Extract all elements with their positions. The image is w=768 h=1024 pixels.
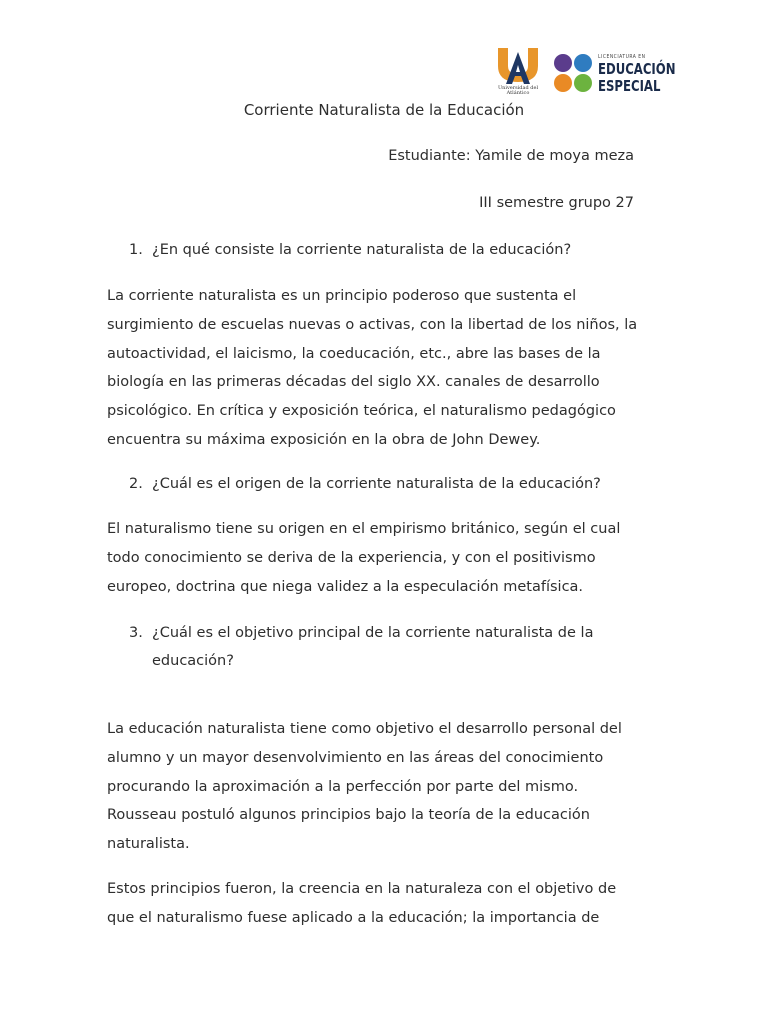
answer-4 [107, 875, 667, 933]
program-icons [554, 54, 596, 96]
question-2: ¿Cuál es el origen de la corriente naturalista de la educación? [152, 476, 601, 492]
answer-2-line: europeo, doctrina que niega validez a la especulación metafísica. [107, 578, 584, 595]
answer-1-line: La corriente naturalista es un principio poderoso que sustenta el [107, 288, 577, 304]
university-name: Universidad del Atlántico [497, 85, 539, 96]
answer-2 [107, 515, 667, 601]
answer-1-line: encuentra su máxima exposición en la obra de John Dewey. [107, 431, 541, 448]
question-number-2: 2. [129, 476, 143, 492]
question-3-line1: ¿Cuál es el objetivo principal de la corriente naturalista de la [152, 625, 594, 641]
program-small-label: LICENCIATURA EN [598, 54, 646, 60]
group-info: III semestre grupo 27 [479, 195, 634, 211]
question-1: ¿En qué consiste la corriente naturalista de la educación? [152, 242, 572, 258]
question-3-line2: educación? [152, 653, 234, 669]
answer-3-line: Rousseau postuló algunos principios bajo la teoría de la educación [107, 807, 590, 824]
program-title-line1: EDUCACIÓN [598, 60, 676, 78]
purple-circle-icon [554, 54, 572, 72]
answer-3 [107, 715, 667, 859]
student-name: Estudiante: Yamile de moya meza [388, 148, 634, 164]
answer-3-line: procurando la aproximación a la perfección por parte del mismo. [107, 778, 579, 795]
answer-3-line: La educación naturalista tiene como objetivo el desarrollo personal del [107, 721, 622, 737]
answer-2-line: El naturalismo tiene su origen en el empirismo británico, según el cual [107, 521, 621, 537]
program-title-line2: ESPECIAL [598, 77, 661, 95]
green-circle-icon [574, 74, 592, 92]
question-number-1: 1. [129, 242, 143, 258]
university-logo [492, 46, 544, 102]
orange-circle-icon [554, 74, 572, 92]
blue-circle-icon [574, 54, 592, 72]
answer-1-line: surgimiento de escuelas nuevas o activas, con la libertad de los niños, la [107, 316, 638, 333]
answer-1-line: biología en las primeras décadas del siglo XX. canales de desarrollo [107, 374, 600, 391]
question-number-3: 3. [129, 625, 143, 641]
document-title: Corriente Naturalista de la Educación [243, 101, 525, 119]
answer-2-line: todo conocimiento se deriva de la experiencia, y con el positivismo [107, 549, 596, 566]
university-emblem-icon [492, 46, 544, 86]
answer-1 [107, 282, 667, 455]
answer-1-line: psicológico. En crítica y exposición teórica, el naturalismo pedagógico [107, 403, 616, 420]
answer-3-line: naturalista. [107, 836, 190, 853]
answer-1-line: autoactividad, el laicismo, la coeducación, etc., abre las bases de la [107, 345, 601, 362]
answer-4-line: Estos principios fueron, la creencia en la naturaleza con el objetivo de [107, 881, 617, 897]
answer-3-line: alumno y un mayor desenvolvimiento en las áreas del conocimiento [107, 749, 604, 766]
answer-4-line: que el naturalismo fuese aplicado a la educación; la importancia de [107, 909, 600, 926]
program-logo [554, 50, 676, 98]
